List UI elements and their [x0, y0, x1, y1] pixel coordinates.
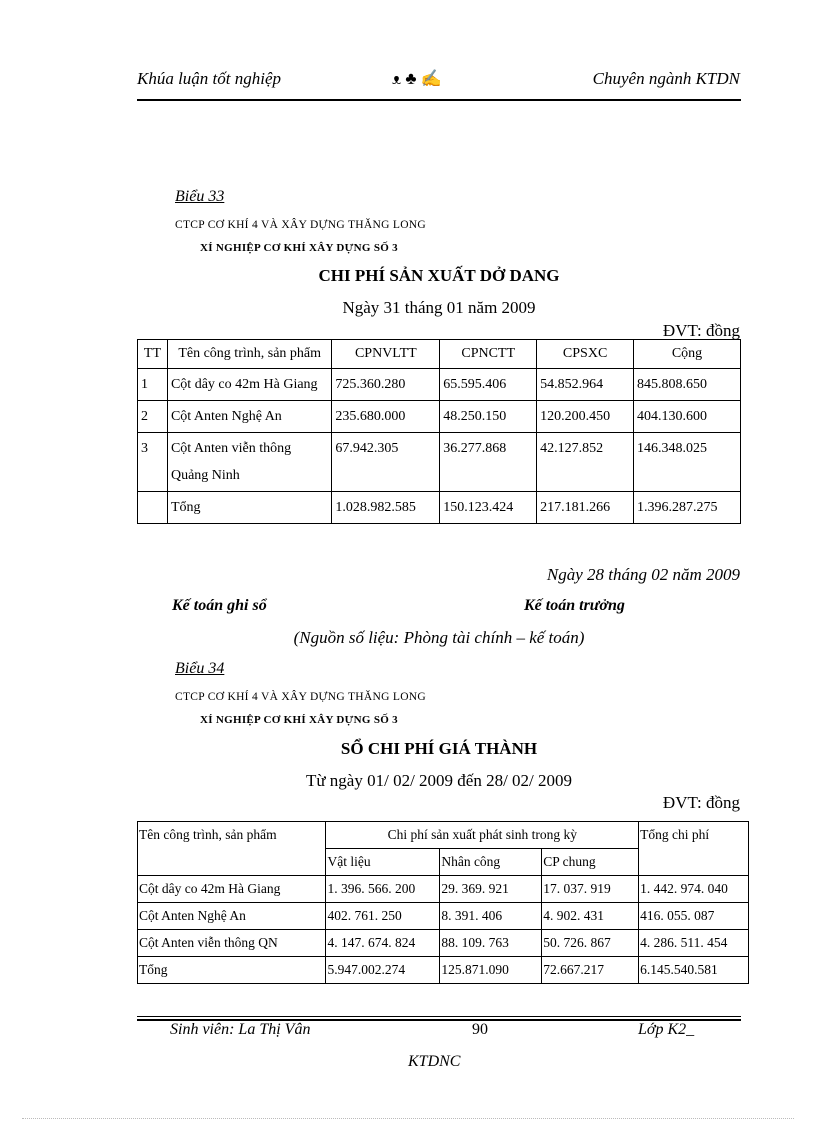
col-cong: Cộng — [634, 340, 741, 369]
col-name: Tên công trình, sản phẩm — [138, 822, 326, 876]
page-edge-divider — [22, 1118, 794, 1119]
col-group: Chi phí sản xuất phát sinh trong kỳ — [326, 822, 639, 849]
cell: 1. 396. 566. 200 — [326, 876, 440, 903]
col-name: Tên công trình, sản phẩm — [167, 340, 331, 369]
col-cpnctt: CPNCTT — [440, 340, 537, 369]
wip-cost-table — [137, 339, 741, 524]
table-row — [138, 433, 741, 492]
col-cp-chung: CP chung — [542, 849, 639, 876]
cell: 48.250.150 — [440, 401, 537, 433]
header-divider — [137, 99, 741, 101]
cell: 72.667.217 — [542, 957, 639, 984]
cell: 2 — [138, 401, 168, 433]
cell: 1 — [138, 369, 168, 401]
signer-right: Kế toán trưởng — [524, 597, 625, 614]
cell: Tổng — [138, 957, 326, 984]
cell: 3 — [138, 433, 168, 492]
cell: 17. 037. 919 — [542, 876, 639, 903]
col-vat-lieu: Vật liệu — [326, 849, 440, 876]
cell: 4. 147. 674. 824 — [326, 930, 440, 957]
cell: 725.360.280 — [332, 369, 440, 401]
table-row — [138, 369, 741, 401]
cell: 150.123.424 — [440, 492, 537, 524]
bieu-34-label: Biểu 34 — [175, 660, 225, 677]
cell: Cột dây co 42m Hà Giang — [167, 369, 331, 401]
cell: 125.871.090 — [440, 957, 542, 984]
footer-class-cont: KTDNC — [408, 1053, 461, 1070]
sign-date: Ngày 28 tháng 02 năm 2009 — [546, 565, 740, 584]
table-row — [138, 930, 749, 957]
table1-unit: ĐVT: đồng — [662, 321, 740, 340]
data-source: (Nguồn số liệu: Phòng tài chính – kế toán) — [293, 628, 585, 647]
cell: 1.396.287.275 — [634, 492, 741, 524]
footer-divider-top — [137, 1016, 741, 1017]
table2-date: Từ ngày 01/ 02/ 2009 đến 28/ 02/ 2009 — [305, 771, 573, 790]
cell: 4. 902. 431 — [542, 903, 639, 930]
header-ornament-icon: ᴥ ♣ ✍ — [392, 69, 442, 88]
factory-name: XÍ NGHIỆP CƠ KHÍ XÂY DỰNG SỐ 3 — [200, 242, 398, 254]
table-row — [138, 903, 749, 930]
company-name: CTCP CƠ KHÍ 4 VÀ XÂY DỰNG THĂNG LONG — [175, 691, 427, 703]
col-tt: TT — [138, 340, 168, 369]
bieu-33-label: Biểu 33 — [175, 188, 225, 205]
cell: 54.852.964 — [537, 369, 634, 401]
cell: 4. 286. 511. 454 — [639, 930, 749, 957]
cell: 416. 055. 087 — [639, 903, 749, 930]
factory-name: XÍ NGHIỆP CƠ KHÍ XÂY DỰNG SỐ 3 — [200, 714, 398, 726]
footer-student: Sinh viên: La Thị Vân — [170, 1021, 311, 1038]
cell: 1. 442. 974. 040 — [639, 876, 749, 903]
cell: 120.200.450 — [537, 401, 634, 433]
cell: Cột Anten Nghệ An — [167, 401, 331, 433]
cell: 402. 761. 250 — [326, 903, 440, 930]
page-number: 90 — [472, 1021, 488, 1038]
cell: 6.145.540.581 — [639, 957, 749, 984]
cell: 1.028.982.585 — [332, 492, 440, 524]
table-header-row — [138, 822, 749, 849]
cell: Cột Anten viễn thông Quảng Ninh — [167, 433, 331, 492]
col-cpnvltt: CPNVLTT — [332, 340, 440, 369]
cell: 50. 726. 867 — [542, 930, 639, 957]
table-row — [138, 401, 741, 433]
header-left: Khúa luận tốt nghiệp — [137, 69, 282, 88]
cell: 42.127.852 — [537, 433, 634, 492]
cell: Cột dây co 42m Hà Giang — [138, 876, 326, 903]
cell: Cột Anten viễn thông QN — [138, 930, 326, 957]
cell: 404.130.600 — [634, 401, 741, 433]
col-nhan-cong: Nhân công — [440, 849, 542, 876]
cell: Tổng — [167, 492, 331, 524]
cell: 845.808.650 — [634, 369, 741, 401]
signer-left: Kế toán ghi sổ — [172, 597, 267, 614]
table-header-row — [138, 340, 741, 369]
table2-unit: ĐVT: đồng — [662, 793, 740, 812]
cell: 235.680.000 — [332, 401, 440, 433]
col-cpsxc: CPSXC — [537, 340, 634, 369]
table2-title: SỔ CHI PHÍ GIÁ THÀNH — [340, 739, 538, 758]
cell: 146.348.025 — [634, 433, 741, 492]
cell — [138, 492, 168, 524]
cost-book-table — [137, 821, 749, 984]
table1-date: Ngày 31 tháng 01 năm 2009 — [342, 298, 536, 317]
cell: Cột Anten Nghệ An — [138, 903, 326, 930]
company-name: CTCP CƠ KHÍ 4 VÀ XÂY DỰNG THĂNG LONG — [175, 219, 427, 231]
footer-class: Lớp K2_ — [638, 1021, 695, 1038]
table-row — [138, 876, 749, 903]
cell: 88. 109. 763 — [440, 930, 542, 957]
cell: 29. 369. 921 — [440, 876, 542, 903]
header-right: Chuyên ngành KTDN — [592, 69, 740, 88]
table-total-row — [138, 492, 741, 524]
col-total: Tổng chi phí — [639, 822, 749, 876]
cell: 65.595.406 — [440, 369, 537, 401]
table-total-row — [138, 957, 749, 984]
cell: 5.947.002.274 — [326, 957, 440, 984]
cell: 8. 391. 406 — [440, 903, 542, 930]
cell: 36.277.868 — [440, 433, 537, 492]
cell: 217.181.266 — [537, 492, 634, 524]
table1-title: CHI PHÍ SẢN XUẤT DỞ DANG — [318, 266, 560, 285]
cell: 67.942.305 — [332, 433, 440, 492]
